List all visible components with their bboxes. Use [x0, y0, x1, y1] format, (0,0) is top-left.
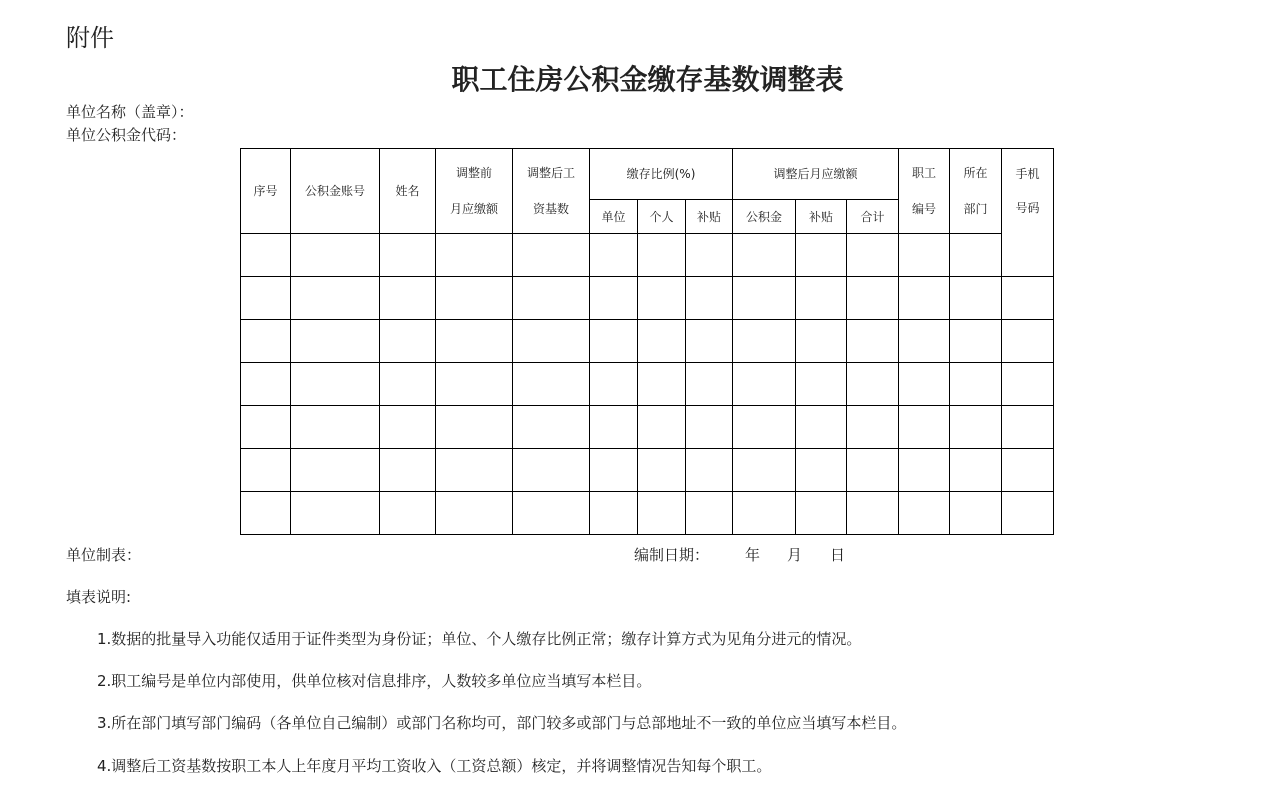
table-cell[interactable] — [847, 406, 899, 449]
table-cell[interactable] — [796, 406, 847, 449]
table-cell[interactable] — [291, 492, 380, 535]
header-after-wage-base: 调整后工 资基数 — [513, 149, 590, 234]
table-cell[interactable] — [291, 234, 380, 277]
table-cell[interactable] — [950, 363, 1002, 406]
header-ratio-unit: 单位 — [590, 200, 638, 234]
unit-prepared-label: 单位制表： — [66, 546, 142, 564]
table-cell[interactable] — [796, 320, 847, 363]
table-cell[interactable] — [796, 363, 847, 406]
table-cell[interactable] — [638, 449, 686, 492]
table-cell[interactable] — [686, 449, 733, 492]
table-cell[interactable] — [241, 363, 291, 406]
table-cell[interactable] — [796, 492, 847, 535]
header-ratio-group: 缴存比例(%) — [590, 149, 733, 200]
table-cell[interactable] — [847, 449, 899, 492]
table-cell[interactable] — [513, 449, 590, 492]
table-cell[interactable] — [380, 363, 436, 406]
table-row — [241, 406, 1054, 449]
table-cell[interactable] — [1002, 406, 1054, 449]
table-cell[interactable] — [899, 277, 950, 320]
table-cell[interactable] — [733, 406, 796, 449]
table-cell[interactable] — [241, 449, 291, 492]
table-cell[interactable] — [436, 363, 513, 406]
date-day-label: 日 — [830, 546, 846, 564]
table-cell[interactable] — [950, 406, 1002, 449]
table-cell[interactable] — [638, 406, 686, 449]
date-month-label: 月 — [787, 546, 803, 564]
table-cell[interactable] — [436, 492, 513, 535]
table-cell[interactable] — [733, 234, 796, 277]
notes-title: 填表说明: — [66, 588, 132, 606]
table-cell[interactable] — [380, 449, 436, 492]
header-seq: 序号 — [241, 149, 291, 234]
table-cell[interactable] — [686, 234, 733, 277]
table-cell[interactable] — [950, 234, 1002, 277]
table-cell[interactable] — [899, 320, 950, 363]
table-row — [241, 449, 1054, 492]
table-cell[interactable] — [1002, 277, 1054, 320]
table-cell[interactable] — [291, 277, 380, 320]
table-cell[interactable] — [241, 492, 291, 535]
unit-code-label: 单位公积金代码： — [66, 126, 187, 144]
header-amount-subsidy: 补贴 — [796, 200, 847, 234]
header-after-monthly-group: 调整后月应缴额 — [733, 149, 899, 200]
note-item: 2.职工编号是单位内部使用，供单位核对信息排序，人数较多单位应当填写本栏目。 — [97, 672, 652, 690]
table-cell[interactable] — [590, 320, 638, 363]
table-cell[interactable] — [899, 363, 950, 406]
table-cell[interactable] — [733, 320, 796, 363]
header-account-no: 公积金账号 — [291, 149, 380, 234]
table-cell[interactable] — [291, 363, 380, 406]
table-cell[interactable] — [436, 234, 513, 277]
header-department: 所在 部门 — [950, 149, 1002, 234]
table-cell[interactable] — [241, 277, 291, 320]
table-cell[interactable] — [590, 363, 638, 406]
header-ratio-subsidy: 补贴 — [686, 200, 733, 234]
table-cell[interactable] — [380, 234, 436, 277]
table-row — [241, 320, 1054, 363]
table-cell[interactable] — [733, 277, 796, 320]
table-cell[interactable] — [796, 277, 847, 320]
header-phone: 手机 号码 — [1002, 149, 1054, 277]
header-amount-fund: 公积金 — [733, 200, 796, 234]
table-cell[interactable] — [291, 406, 380, 449]
table-cell[interactable] — [380, 277, 436, 320]
table-cell[interactable] — [686, 363, 733, 406]
table-cell[interactable] — [380, 492, 436, 535]
table-cell[interactable] — [638, 320, 686, 363]
table-cell[interactable] — [638, 234, 686, 277]
table-cell[interactable] — [733, 363, 796, 406]
table-cell[interactable] — [590, 277, 638, 320]
table-cell[interactable] — [241, 234, 291, 277]
date-year-label: 年 — [745, 546, 761, 564]
table-cell[interactable] — [1002, 363, 1054, 406]
table-cell[interactable] — [436, 406, 513, 449]
table-cell[interactable] — [513, 363, 590, 406]
table-cell[interactable] — [380, 320, 436, 363]
table-cell[interactable] — [638, 492, 686, 535]
table-cell[interactable] — [686, 492, 733, 535]
table-cell[interactable] — [513, 320, 590, 363]
table-cell[interactable] — [899, 492, 950, 535]
table-cell[interactable] — [241, 320, 291, 363]
table-cell[interactable] — [590, 406, 638, 449]
base-adjustment-table — [240, 148, 1054, 535]
header-name: 姓名 — [380, 149, 436, 234]
table-cell[interactable] — [847, 320, 899, 363]
table-cell[interactable] — [291, 449, 380, 492]
preparation-date-label: 编制日期： — [634, 546, 710, 564]
table-cell[interactable] — [733, 492, 796, 535]
table-row — [241, 492, 1054, 535]
header-ratio-personal: 个人 — [638, 200, 686, 234]
unit-name-label: 单位名称（盖章）： — [66, 103, 194, 121]
attachment-label: 附件 — [66, 24, 114, 52]
table-cell[interactable] — [847, 234, 899, 277]
table-cell[interactable] — [513, 234, 590, 277]
table-cell[interactable] — [686, 320, 733, 363]
table-cell[interactable] — [950, 320, 1002, 363]
table-cell[interactable] — [436, 277, 513, 320]
table-cell[interactable] — [686, 277, 733, 320]
table-cell[interactable] — [638, 277, 686, 320]
note-item: 4.调整后工资基数按职工本人上年度月平均工资收入（工资总额）核定，并将调整情况告知每个职工。 — [97, 757, 772, 775]
table-cell[interactable] — [241, 406, 291, 449]
table-cell[interactable] — [950, 449, 1002, 492]
table-cell[interactable] — [950, 277, 1002, 320]
table-cell[interactable] — [380, 406, 436, 449]
note-item: 3.所在部门填写部门编码（各单位自己编制）或部门名称均可，部门较多或部门与总部地址不一致的单位应当填写本栏目。 — [97, 714, 907, 732]
table-cell[interactable] — [899, 234, 950, 277]
table-cell[interactable] — [847, 363, 899, 406]
page-title: 职工住房公积金缴存基数调整表 — [451, 63, 844, 96]
table-cell[interactable] — [638, 363, 686, 406]
header-employee-no: 职工 编号 — [899, 149, 950, 234]
table-cell[interactable] — [513, 406, 590, 449]
table-cell[interactable] — [796, 234, 847, 277]
table-cell[interactable] — [899, 406, 950, 449]
table-cell[interactable] — [847, 492, 899, 535]
table-cell[interactable] — [590, 449, 638, 492]
table-cell[interactable] — [899, 449, 950, 492]
table-cell[interactable] — [1002, 320, 1054, 363]
header-amount-total: 合计 — [847, 200, 899, 234]
table-cell[interactable] — [513, 492, 590, 535]
table-row — [241, 277, 1054, 320]
table-cell[interactable] — [796, 449, 847, 492]
table-cell[interactable] — [686, 406, 733, 449]
table-cell[interactable] — [1002, 492, 1054, 535]
header-before-monthly: 调整前 月应缴额 — [436, 149, 513, 234]
note-item: 1.数据的批量导入功能仅适用于证件类型为身份证；单位、个人缴存比例正常；缴存计算方式为见角分进元的情况。 — [97, 630, 862, 648]
table-cell[interactable] — [847, 277, 899, 320]
table-row — [241, 363, 1054, 406]
table-row — [241, 234, 1054, 277]
table-cell[interactable] — [513, 277, 590, 320]
table-cell[interactable] — [950, 492, 1002, 535]
table-cell[interactable] — [733, 449, 796, 492]
table-cell[interactable] — [436, 449, 513, 492]
table-cell[interactable] — [1002, 449, 1054, 492]
table-cell[interactable] — [436, 320, 513, 363]
table-cell[interactable] — [590, 492, 638, 535]
table-cell[interactable] — [291, 320, 380, 363]
table-cell[interactable] — [590, 234, 638, 277]
